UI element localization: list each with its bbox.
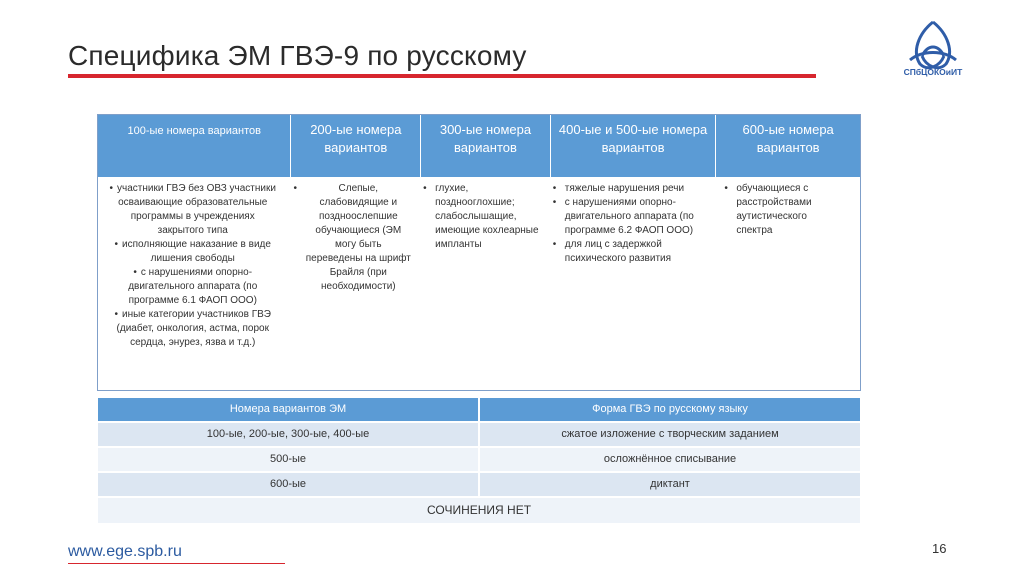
row-form: диктант — [480, 473, 860, 496]
row-variants: 500-ые — [98, 448, 478, 471]
variants-table-header — [98, 115, 860, 177]
header-100: 100-ые номера вариантов — [98, 115, 291, 177]
header-400-500: 400-ые и 500-ые номера вариантов — [551, 115, 717, 177]
forms-table-header — [98, 398, 860, 421]
list-item: • глухие, позднооглохшие; слабослышащие, имеющие кохлеарные импланты — [423, 183, 539, 250]
row-variants: 100-ые, 200-ые, 300-ые, 400-ые — [98, 423, 478, 446]
variants-table — [97, 114, 861, 391]
header-300: 300-ые номера вариантов — [421, 115, 551, 177]
header-exam-form: Форма ГВЭ по русскому языку — [480, 398, 860, 421]
variants-table-body — [98, 177, 860, 390]
header-200: 200-ые номера вариантов — [291, 115, 421, 177]
row-form: осложнённое списывание — [480, 448, 860, 471]
column-200 — [291, 177, 421, 390]
logo-caption: СПбЦОКОиИТ — [903, 67, 963, 77]
forms-table — [98, 398, 860, 523]
column-300 — [421, 177, 551, 390]
row-variants: 600-ые — [98, 473, 478, 496]
row-form: сжатое изложение с творческим заданием — [480, 423, 860, 446]
table-row — [98, 421, 860, 446]
title-underline — [68, 74, 816, 78]
header-variant-numbers: Номера вариантов ЭМ — [98, 398, 478, 421]
column-100 — [98, 177, 291, 390]
list-item: • участники ГВЭ без ОВЗ участники осваивающие образовательные программы в учреждениях закрытого типа — [109, 183, 276, 236]
no-essay-note: СОЧИНЕНИЯ НЕТ — [98, 496, 860, 523]
header-600: 600-ые номера вариантов — [742, 122, 834, 155]
list-item: • иные категории участников ГВЭ (диабет, онкология, астма, порок сердца, энурез, язва и т.д.) — [114, 309, 271, 348]
website-link[interactable]: www.ege.spb.ru — [68, 543, 182, 560]
page-number: 16 — [932, 541, 947, 556]
column-400-500 — [551, 177, 717, 390]
list-item: • с нарушениями опорно-двигательного аппарата (по программе 6.2 ФАОП ООО) — [552, 197, 694, 236]
list-item: • для лиц с задержкой психического развития — [552, 239, 672, 264]
list-item: • обучающиеся с расстройствами аутистического спектра — [724, 183, 812, 236]
slide-title: Специфика ЭМ ГВЭ-9 по русскому — [68, 40, 527, 71]
list-item: • исполняющие наказание в виде лишения свободы — [114, 239, 271, 264]
list-item: • Слепые, слабовидящие и поздноослепшие обучающиеся (ЭМ могу быть переведены на шрифт Брайля (при необходимости) — [293, 183, 411, 292]
list-item: • с нарушениями опорно-двигательного аппарата (по программе 6.1 ФАОП ООО) — [128, 267, 258, 306]
list-item: • тяжелые нарушения речи — [552, 183, 685, 194]
table-row — [98, 446, 860, 471]
table-row — [98, 471, 860, 496]
footer-underline — [68, 563, 285, 564]
column-600 — [716, 177, 860, 390]
